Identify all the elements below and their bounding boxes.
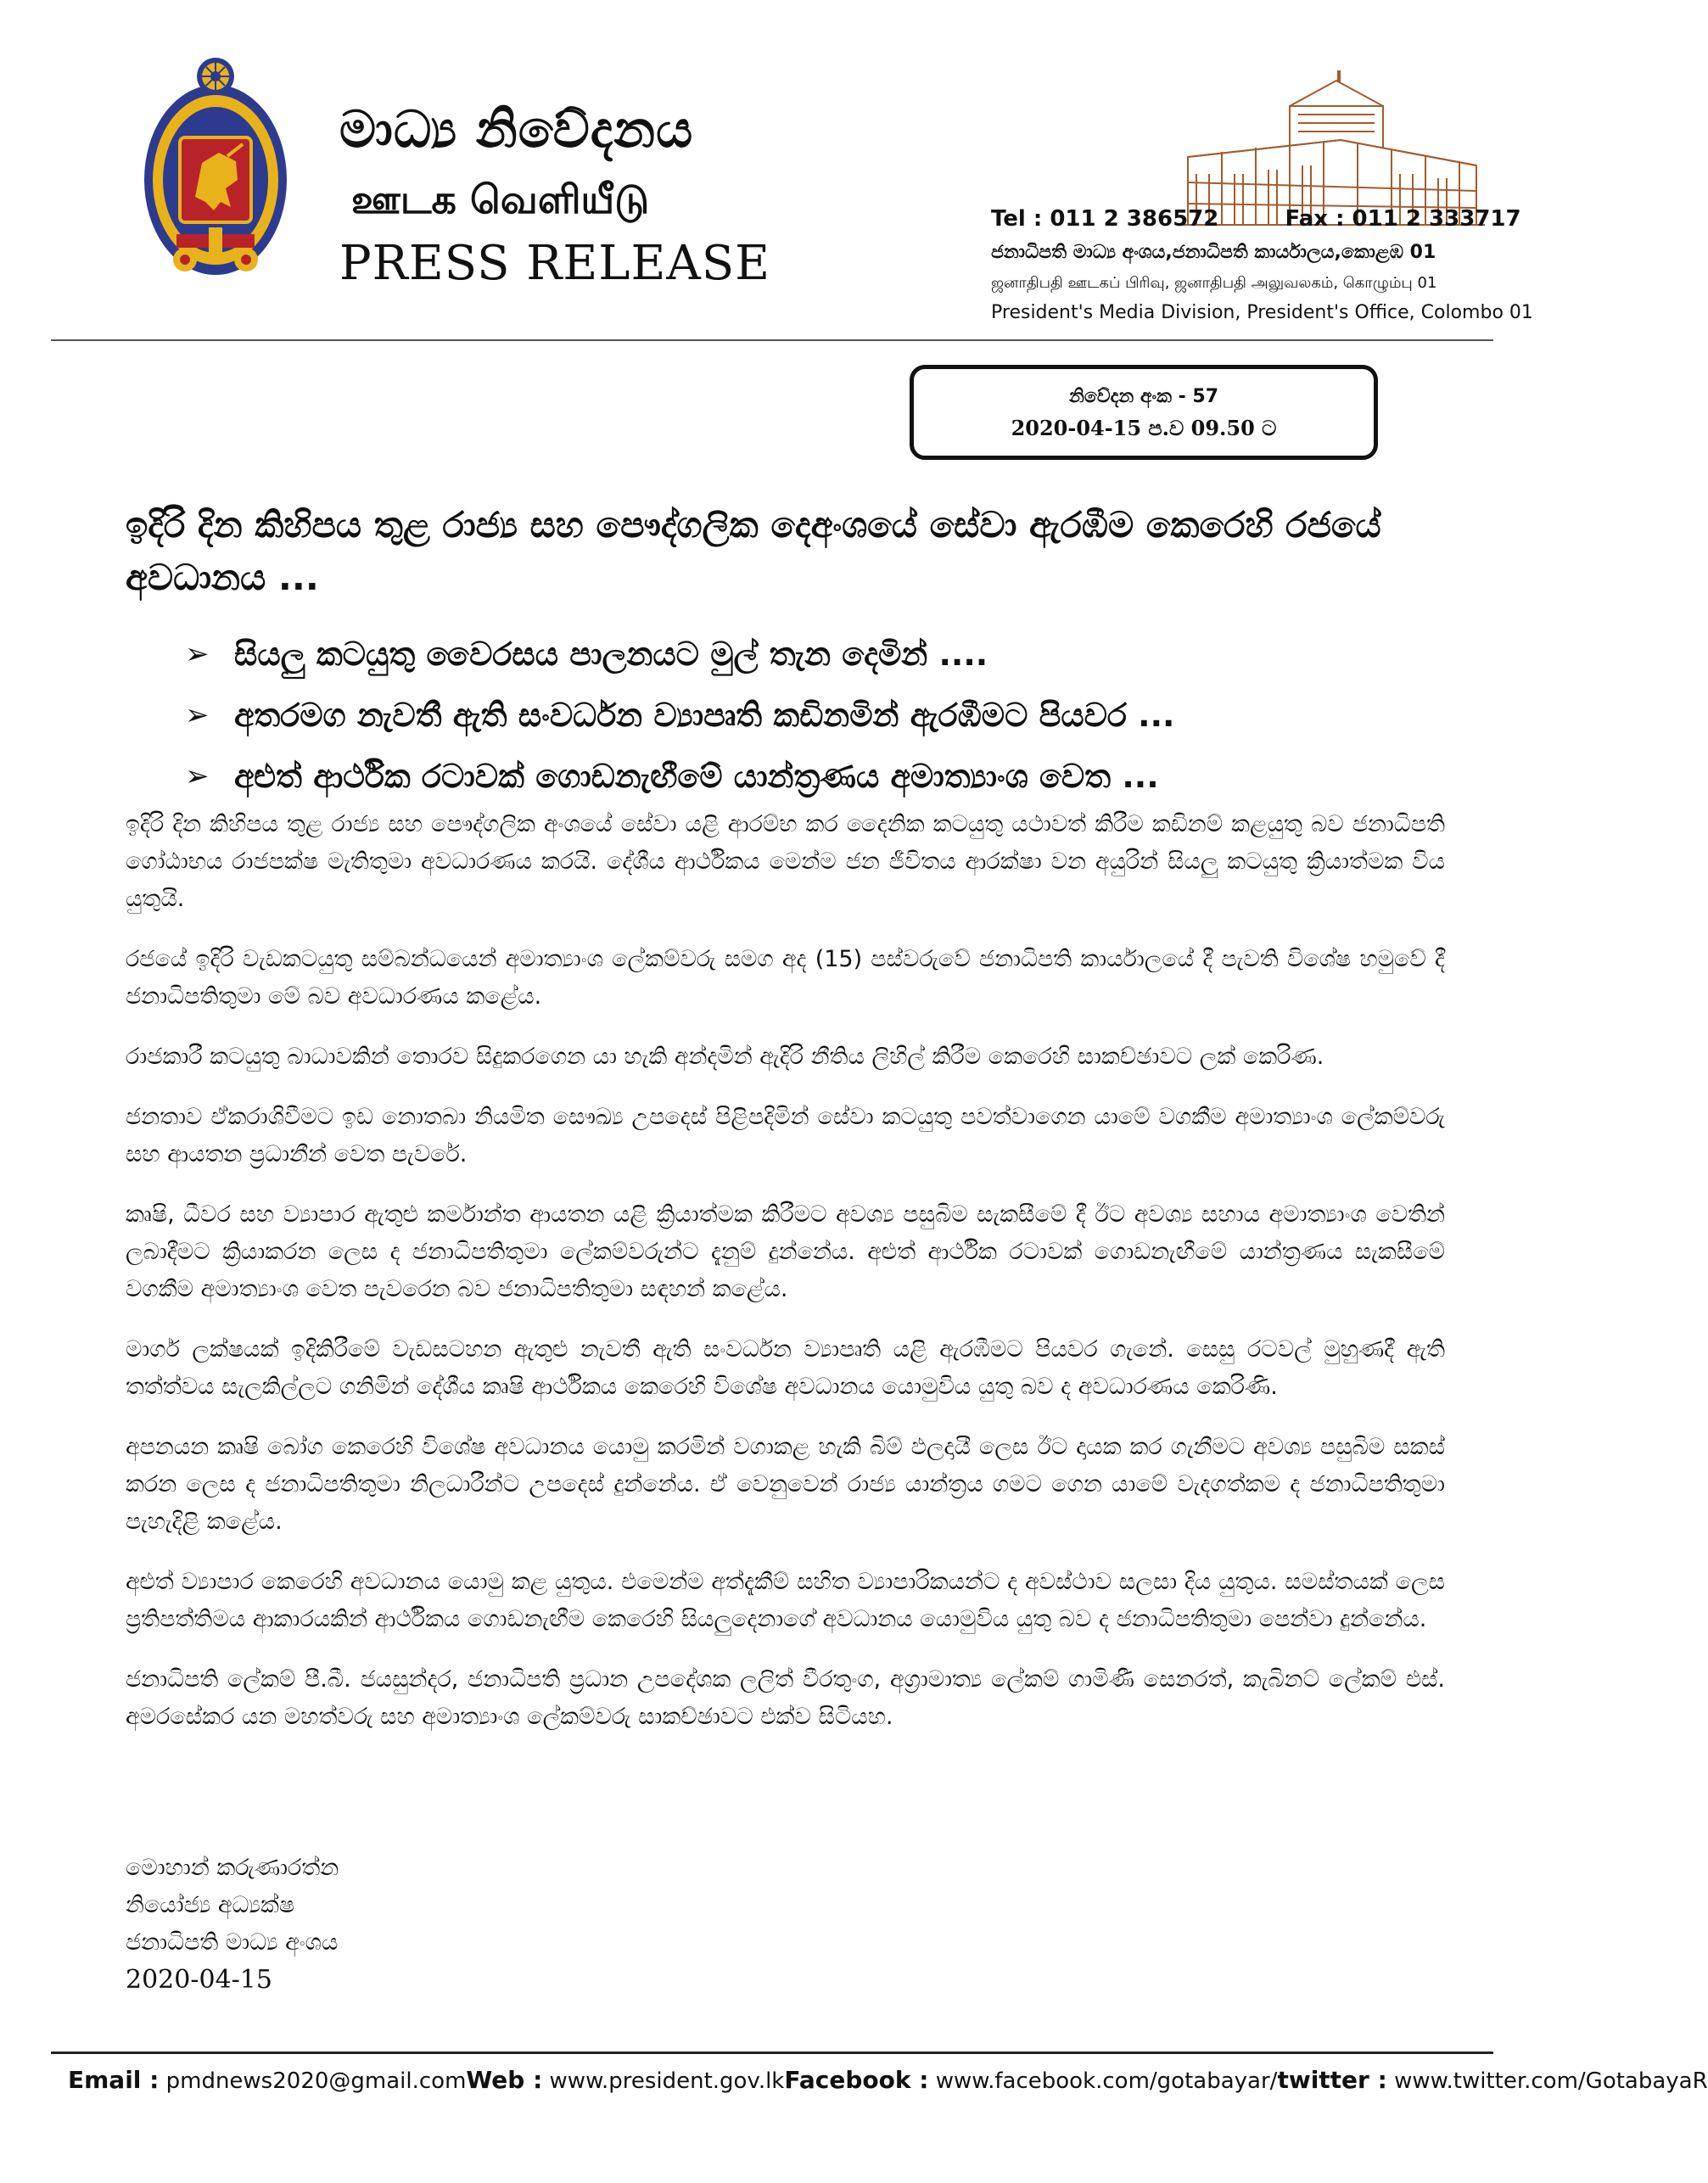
paragraph: ජනාධිපති ලේකම් පී.බී. ජයසුන්දර, ජනාධිපති ප්‍රධාන උපදේශක ලලිත් වීරතුංග, අග්‍රාමාත්‍ය ලේකම් ගාමිණී සෙනරත්, කැබිනට් ලේකම් එස්. අමරසේකර යන මහත්වරු සහ අමාත්‍යාංශ ලේකම්වරු සාකච්ඡාවට එක්ව සිටියහ. bbox=[126, 1666, 1445, 1730]
address-sinhala: ජනාධිපති මාධ්‍ය අංශය,ජනාධිපති කාර්යාලය,කොළඹ 01 bbox=[991, 242, 1436, 263]
paragraph: මාර්ග ලක්ෂයක් ඉදිකිරීමේ වැඩසටහන ඇතුළු නැවතී ඇති සංවර්ධන ව්‍යාපෘති යළි ඇරඹීමට පියවර ගැනේ. සෙසු රටවල් මුහුණදී ඇති තත්ත්වය සැලකිල්ලට ගනිමින් දේශීය කෘෂි ආර්ථිකය කෙරෙහි විශේෂ අවධානය යොමුවිය යුතු බව ද අවධාරණය කෙරිණි. bbox=[126, 1336, 1445, 1400]
footer bbox=[68, 2066, 1708, 2094]
title-sinhala: මාධ්‍ය නිවේදනය bbox=[339, 100, 694, 160]
signatory-name: මොහාන් කරුණාරත්න bbox=[126, 1855, 339, 1881]
web-label: Web : bbox=[466, 2066, 543, 2094]
signature-block bbox=[126, 1850, 339, 1999]
signatory-title: නියෝජ්‍ය අධ්‍යක්ෂ bbox=[126, 1892, 295, 1918]
tel-label: Tel bbox=[991, 206, 1026, 232]
paragraph: රාජකාරී කටයුතු බාධාවකින් තොරව සිදුකරගෙන යා හැකි අන්දමින් ඇදිරි නීතිය ලිහිල් කිරීම කෙරෙහි සාකච්ඡාවට ලක් කෙරිණ. bbox=[126, 1044, 1324, 1070]
list-item bbox=[185, 746, 1458, 807]
national-emblem-icon bbox=[143, 53, 288, 280]
notice-box bbox=[910, 365, 1378, 460]
arrowhead-bullet-icon: ➢ bbox=[185, 698, 210, 732]
fax-value: : 011 2 333717 bbox=[1336, 206, 1521, 232]
facebook-label: Facebook : bbox=[784, 2066, 929, 2094]
footer-divider bbox=[51, 2051, 1493, 2054]
footer-twitter bbox=[1277, 2066, 1707, 2094]
bullet-text: අතරමග නැවතී ඇති සංවර්ධන ව්‍යාපෘති කඩිනමින් ඇරඹීමට පියවර ... bbox=[234, 696, 1175, 734]
paragraph: ජනතාව ඒකරාශිවීමට ඉඩ නොතබා නියමිත සෞඛ්‍ය උපදෙස් පිළිපදිමින් සේවා කටයුතු පවත්වාගෙන යාමේ වගකීම අමාත්‍යාංශ ලේකම්වරු සහ ආයතන ප්‍රධානීන් වෙත පැවරේ. bbox=[126, 1104, 1445, 1167]
signature-date: 2020-04-15 bbox=[126, 1965, 272, 1995]
arrowhead-bullet-icon: ➢ bbox=[185, 637, 210, 671]
address-english: President's Media Division, President's Office, Colombo 01 bbox=[991, 302, 1533, 323]
list-item bbox=[185, 624, 1458, 685]
paragraph: කෘෂි, ධීවර සහ ව්‍යාපාර ඇතුළු කර්මාන්ත ආයතන යළි ක්‍රියාත්මක කිරීමට අවශ්‍ය පසුබිම සැකසීමේ දී ඊට අවශ්‍ය සහාය අමාත්‍යාංශ වෙතින් ලබාදීමට ක්‍රියාකරන ලෙස ද ජනාධිපතිතුමා ලේකම්වරුන්ට දැනුම් දුන්නේය. අළුත් ආර්ථික රටාවක් ගොඩනැඟීමේ යාන්ත්‍රණය සැකසීමේ වගකීම අමාත්‍යාංශ වෙත පැවරෙන බව ජනාධිපතිතුමා සඳහන් කළේය. bbox=[126, 1201, 1445, 1302]
headline: ඉදිරි දින කිහිපය තුළ රාජ්‍ය සහ පෞද්ගලික දෙඅංශයේ සේවා ඇරඹීම කෙරෙහි රජයේ අවධානය ... bbox=[126, 504, 1381, 598]
bullet-list bbox=[185, 624, 1458, 807]
notice-number: නිවේදන අංක - 57 bbox=[1068, 386, 1219, 407]
paragraph: ඉදිරි දින කිහිපය තුළ රාජ්‍ය සහ පෞද්ගලික අංශයේ සේවා යළි ආරම්භ කර දෛනික කටයුතු යථාවත් කිරීම කඩිනම් කළයුතු බව ජනාධිපති ගෝඨාභය රාජපක්ෂ මැතිතුමා අවධාරණය කරයි. දේශීය ආර්ථිකය මෙන්ම ජන ජීවිතය ආරක්ෂා වන අයුරින් සියලු කටයුතු ක්‍රියාත්මක විය යුතුයි. bbox=[126, 811, 1445, 912]
web-link[interactable]: www.president.gov.lk bbox=[549, 2068, 785, 2094]
title-tamil: ஊடக வெளியீடு bbox=[351, 176, 650, 222]
fax-label: Fax bbox=[1285, 206, 1329, 232]
twitter-link[interactable]: www.twitter.com/GotabayaR bbox=[1394, 2068, 1708, 2094]
email-label: Email : bbox=[68, 2066, 160, 2094]
footer-email bbox=[68, 2066, 466, 2094]
paragraph: රජයේ ඉදිරි වැඩකටයුතු සම්බන්ධයෙන් අමාත්‍යාංශ ලේකම්වරු සමග අද (15) පස්වරුවේ ජනාධිපති කාර්යාලයේ දී පැවති විශේෂ හමුවේ දී ජනාධිපතිතුමා මේ බව අවධාරණය කළේය. bbox=[126, 946, 1445, 1010]
footer-web bbox=[466, 2066, 784, 2094]
paragraph: අපනයන කෘෂි බෝග කෙරෙහි විශේෂ අවධානය යොමු කරමින් වගාකළ හැකි බිම් ඵලදායී ලෙස ඊට දායක කර ගැනීමට අවශ්‍ය පසුබිම සකස් කරන ලෙස ද ජනාධිපතිතුමා නිලධාරීන්ට උපදෙස් දුන්නේය. ඒ වෙනුවෙන් රාජ්‍ය යාන්ත්‍රය ගමට ගෙන යාමේ වැදගත්කම ද ජනාධිපතිතුමා පැහැදිළි කළේය. bbox=[126, 1434, 1445, 1535]
bullet-text: සියලු කටයුතු වෛරසය පාලනයට මුල් තැන දෙමින් .... bbox=[234, 635, 988, 673]
list-item bbox=[185, 685, 1458, 746]
paragraph: අළුත් ව්‍යාපාර කෙරෙහි අවධානය යොමු කළ යුතුය. එමෙන්ම අත්දැකීම් සහිත ව්‍යාපාරිකයන්ට ද අවස්ථාව සලසා දිය යුතුය. සමස්තයක් ලෙස ප්‍රතිපත්තිමය ආකාරයකින් ආර්ථිකය ගොඩනැඟීම කෙරෙහි සියලුදෙනාගේ අවධානය යොමුවිය යුතු බව ද ජනාධිපතිතුමා පෙන්වා දුන්නේය. bbox=[126, 1569, 1445, 1632]
facebook-link[interactable]: www.facebook.com/gotabayar/ bbox=[935, 2068, 1278, 2094]
twitter-label: twitter : bbox=[1277, 2066, 1387, 2094]
body-text bbox=[126, 806, 1445, 1759]
header-divider bbox=[51, 339, 1493, 341]
email-link[interactable]: pmdnews2020@gmail.com bbox=[165, 2068, 467, 2094]
contact-phone-fax bbox=[991, 206, 1521, 232]
tel-value: : 011 2 386572 bbox=[1033, 206, 1219, 232]
address-tamil: ஜனாதிபதி ஊடகப் பிரிவு, ஜனாதிபதி அலுவலகம், கொழும்பு 01 bbox=[991, 274, 1437, 292]
arrowhead-bullet-icon: ➢ bbox=[185, 759, 210, 793]
bullet-text: අළුත් ආර්ථික රටාවක් ගොඩනැඟීමේ යාන්ත්‍රණය අමාත්‍යාංශ වෙත ... bbox=[234, 757, 1159, 795]
footer-facebook bbox=[784, 2066, 1277, 2094]
notice-datetime: 2020-04-15 ප.ව 09.50 ට bbox=[1011, 416, 1277, 440]
signatory-office: ජනාධිපති මාධ්‍ය අංශය bbox=[126, 1929, 339, 1956]
title-english: PRESS RELEASE bbox=[339, 236, 771, 291]
